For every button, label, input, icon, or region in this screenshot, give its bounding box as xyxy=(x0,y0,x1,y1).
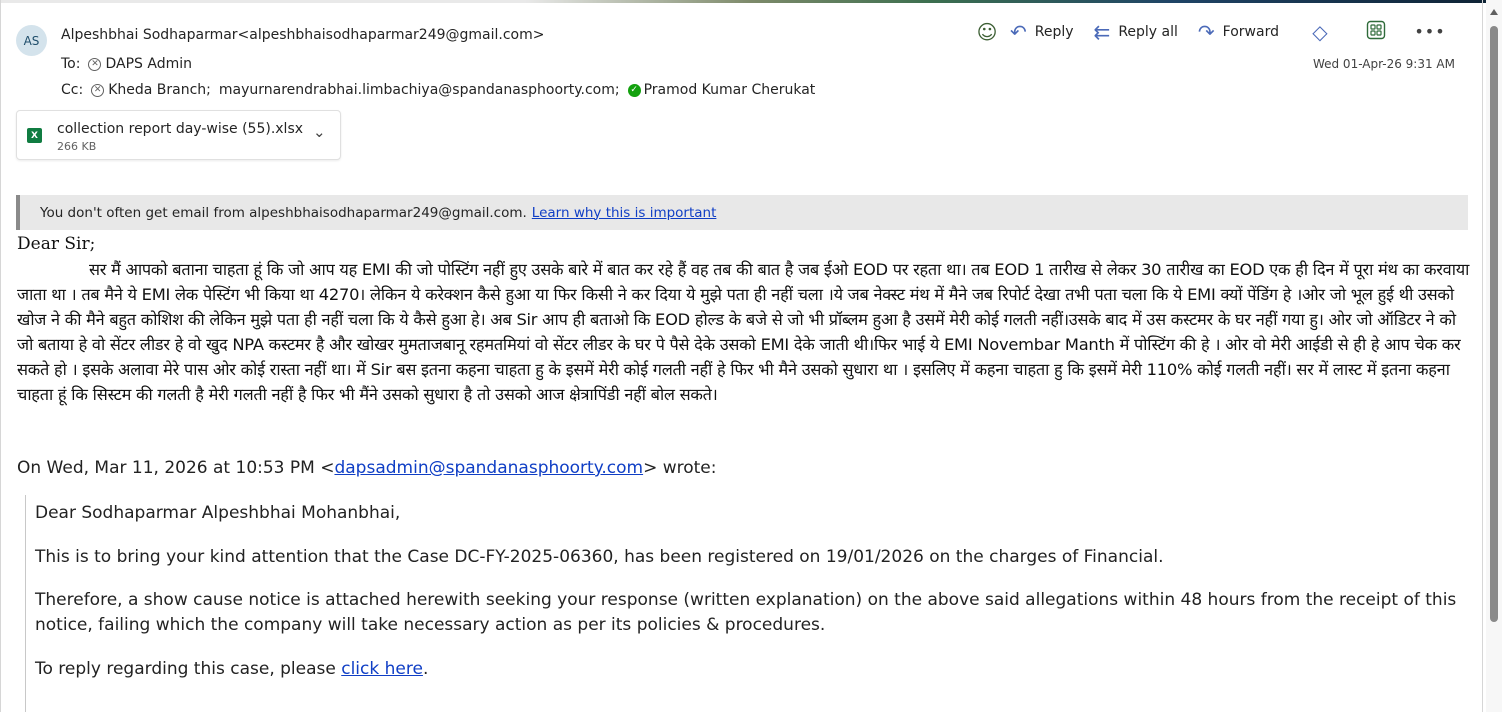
attachment-name: collection report day-wise (55).xlsx xyxy=(57,121,304,137)
quoted-header-suffix: > wrote: xyxy=(643,458,717,478)
emoji-icon: ☺ xyxy=(976,20,998,44)
quoted-paragraph xyxy=(35,657,1465,682)
scroll-thumb[interactable] xyxy=(1490,26,1498,622)
cc-recipient[interactable] xyxy=(219,82,620,98)
chevron-down-icon[interactable]: ⌄ xyxy=(313,123,326,141)
sender-avatar[interactable]: AS xyxy=(16,25,47,56)
quoted-message xyxy=(25,495,1470,712)
reply-icon: ↶ xyxy=(1010,20,1027,44)
apps-icon xyxy=(1366,20,1386,44)
reply-all-button[interactable] xyxy=(1094,18,1178,46)
reply-prompt-end: . xyxy=(422,659,429,679)
quoted-sender-email-link[interactable]: dapsadmin@spandanasphoorty.com xyxy=(334,458,644,478)
loop-button[interactable] xyxy=(1305,18,1335,46)
recipient-name: mayurnarendrabhai.limbachiya@spandanasphoorty.com; xyxy=(218,82,620,98)
attachment-card[interactable] xyxy=(16,110,341,160)
quoted-salutation: Dear Sodhaparmar Alpeshbhai Mohanbhai, xyxy=(35,503,401,523)
recipient-name: Kheda Branch; xyxy=(108,82,211,98)
message-body: सर मैं आपको बताना चाहता हूं कि जो आप यह EMI की जो पोस्टिंग नहीं हुए उसके बारे में बात कर रहे हैं वह तब की बात है जब ईओ EOD पर रहता था। तब EOD 1 तारीख से लेकर 30 तारीख का EOD एक ही दिन में पूरा मंथ का करवाया जाता था । तब मैने ये EMI लेक पेस्टिंग भी किया था 4270। लेकिन ये करेक्शन कैसे हुआ या फिर किसी ने कर दिया ये मुझे पता ही नहीं चला ।ये जब नेक्स्ट मंथ में मैने जब रिपोर्ट देखा तभी पता चला कि ये EMI क्यों पेंडिंग हे ।ओर जो भूल हुई थी उसको खोज ने की मैने बहुत कोशिश की लेकिन मुझे पता ही नहीं चला कि ये कैसे हुआ हे। अब Sir आप ही बताओ कि EOD होल्ड के बजे से जो भी प्रॉब्लम हुआ है उसमें मेरी कोई गलती नहीं।उसके बाद में उस कस्टमर के घर नहीं गया हु। ओर जो ऑडिटर ने को जो बताया हे वो सेंटर लीडर हे वो खुद NPA कस्टमर है और खोखर मुमताजबानू रहमतमियां वो सेंटर लीडर के घर पे पैसे देके उसको EMI देके जाती थी।फिर भाई ये EMI Novembar Manth में पोस्टिंग की हे । ओर वो मेरी आईडी से ही हे आप चेक कर सकते हो । इसके अलावा मेरे पास ओर कोई रास्ता नहीं था। में Sir बस इतना कहना चाहता हु के इसमें मेरी कोई गलती नहीं हे फिर भी मैने उसको सुधारा था । इसलिए में कहना चाहता हु कि इसमें मेरी 110% कोई गलती नहीं। सर में लास्ट में इतना कहना चाहता हूं कि सिस्टम की गलती है मेरी गलती नहीं है फिर भी मैंने उसको सुधारा है तो उसको आज क्षेत्रापिंडी नहीं बोल सकते। xyxy=(17,260,1470,404)
to-label: To: xyxy=(61,56,81,72)
forward-icon: ↷ xyxy=(1197,20,1215,44)
sender-name[interactable]: Alpeshbhai Sodhaparmar<alpeshbhaisodhaparmar249@gmail.com> xyxy=(61,27,545,43)
cc-recipient[interactable] xyxy=(628,82,816,98)
click-here-link[interactable]: click here xyxy=(341,659,423,679)
learn-why-link[interactable]: Learn why this is important xyxy=(531,204,717,221)
recipient-name: Pramod Kumar Cherukat xyxy=(643,82,816,98)
reply-all-label: Reply all xyxy=(1118,24,1178,40)
to-recipient[interactable] xyxy=(88,56,192,72)
banner-text: You don't often get email from alpeshbhaisodhaparmar249@gmail.com. xyxy=(40,204,527,221)
to-row xyxy=(61,56,192,72)
quoted-paragraph: Therefore, a show cause notice is attached herewith seeking your response (written explanation) on the above said allegations within 48 hours from the receipt of this notice, failing which the company will take necessary action as per its policies & procedures. xyxy=(35,590,1457,635)
quoted-paragraph: This is to bring your kind attention that the Case DC-FY-2025-06360, has been registered on 19/01/2026 on the charges of Financial. xyxy=(35,547,1164,567)
recipient-name: DAPS Admin xyxy=(105,56,192,72)
loop-icon: ◇ xyxy=(1312,20,1328,44)
react-button[interactable] xyxy=(970,18,1004,46)
forward-button[interactable] xyxy=(1198,18,1279,46)
cc-label: Cc: xyxy=(61,82,84,98)
check-circle-icon: ✓ xyxy=(628,84,641,97)
attachment-size: 266 KB xyxy=(57,140,97,153)
reply-all-icon: ⇇ xyxy=(1093,20,1111,44)
excel-icon: X xyxy=(27,128,42,143)
x-circle-icon: ✕ xyxy=(88,58,101,71)
reply-prompt-text: To reply regarding this case, please xyxy=(35,659,342,679)
quoted-header xyxy=(17,458,716,478)
pane-right-border xyxy=(1482,0,1483,712)
x-circle-icon: ✕ xyxy=(91,84,104,97)
cc-recipient[interactable] xyxy=(91,82,211,98)
forward-label: Forward xyxy=(1222,24,1279,40)
cc-row xyxy=(61,82,815,98)
apps-button[interactable] xyxy=(1361,18,1391,46)
reply-button[interactable] xyxy=(1010,18,1074,46)
message-actions-toolbar xyxy=(970,18,1445,46)
external-sender-banner xyxy=(16,195,1468,230)
sent-date: Wed 01-Apr-26 9:31 AM xyxy=(1312,57,1455,71)
top-strip xyxy=(0,0,1502,3)
more-options-button[interactable] xyxy=(1415,18,1445,46)
reply-label: Reply xyxy=(1034,24,1074,40)
more-icon: ••• xyxy=(1414,22,1446,41)
pane-left-border xyxy=(0,0,1,712)
message-greeting: Dear Sir; xyxy=(17,234,96,254)
quoted-header-prefix: On Wed, Mar 11, 2026 at 10:53 PM < xyxy=(17,458,335,478)
scroll-up-arrow-icon[interactable] xyxy=(1490,9,1498,15)
vertical-scrollbar[interactable] xyxy=(1486,0,1502,712)
